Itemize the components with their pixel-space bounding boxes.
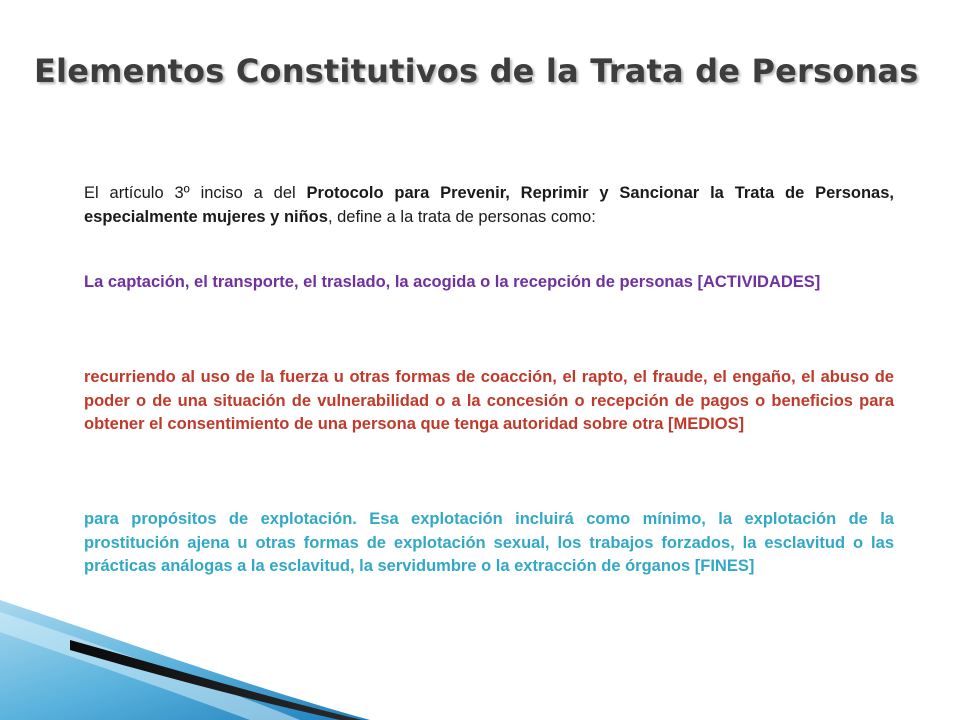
- intro-text-end: , define a la trata de personas como:: [327, 207, 596, 226]
- protocol-name: Protocolo para Prevenir, Reprimir y Sancionar la Trata de Personas, especialmente mujeres y niños: [84, 184, 894, 226]
- intro-text-start: El artículo 3º inciso a del: [84, 184, 307, 202]
- fines-paragraph: para propósitos de explotación. Esa explotación incluirá como mínimo, la explotación de la prostitución ajena u otras formas de explotación sexual, los trabajos forzados, la esclavitud o las prácticas análogas a la esclavitud, la servidumbre o la extracción de órganos [FINES]: [84, 510, 894, 575]
- slide-title: Elementos Constitutivos de la Trata de Personas: [34, 52, 919, 90]
- medios-paragraph: recurriendo al uso de la fuerza u otras formas de coacción, el rapto, el fraude, el engaño, el abuso de poder o de una situación de vulnerabilidad o a la concesión o recepción de pagos o beneficios para obtener el consentimiento de una persona que tenga autoridad sobre otra [MEDIOS]: [84, 368, 894, 433]
- blue-wave-shape: [0, 600, 370, 720]
- actividades-paragraph: La captación, el transporte, el traslado, la acogida o la recepción de personas [ACTIVIDADES]: [84, 273, 821, 291]
